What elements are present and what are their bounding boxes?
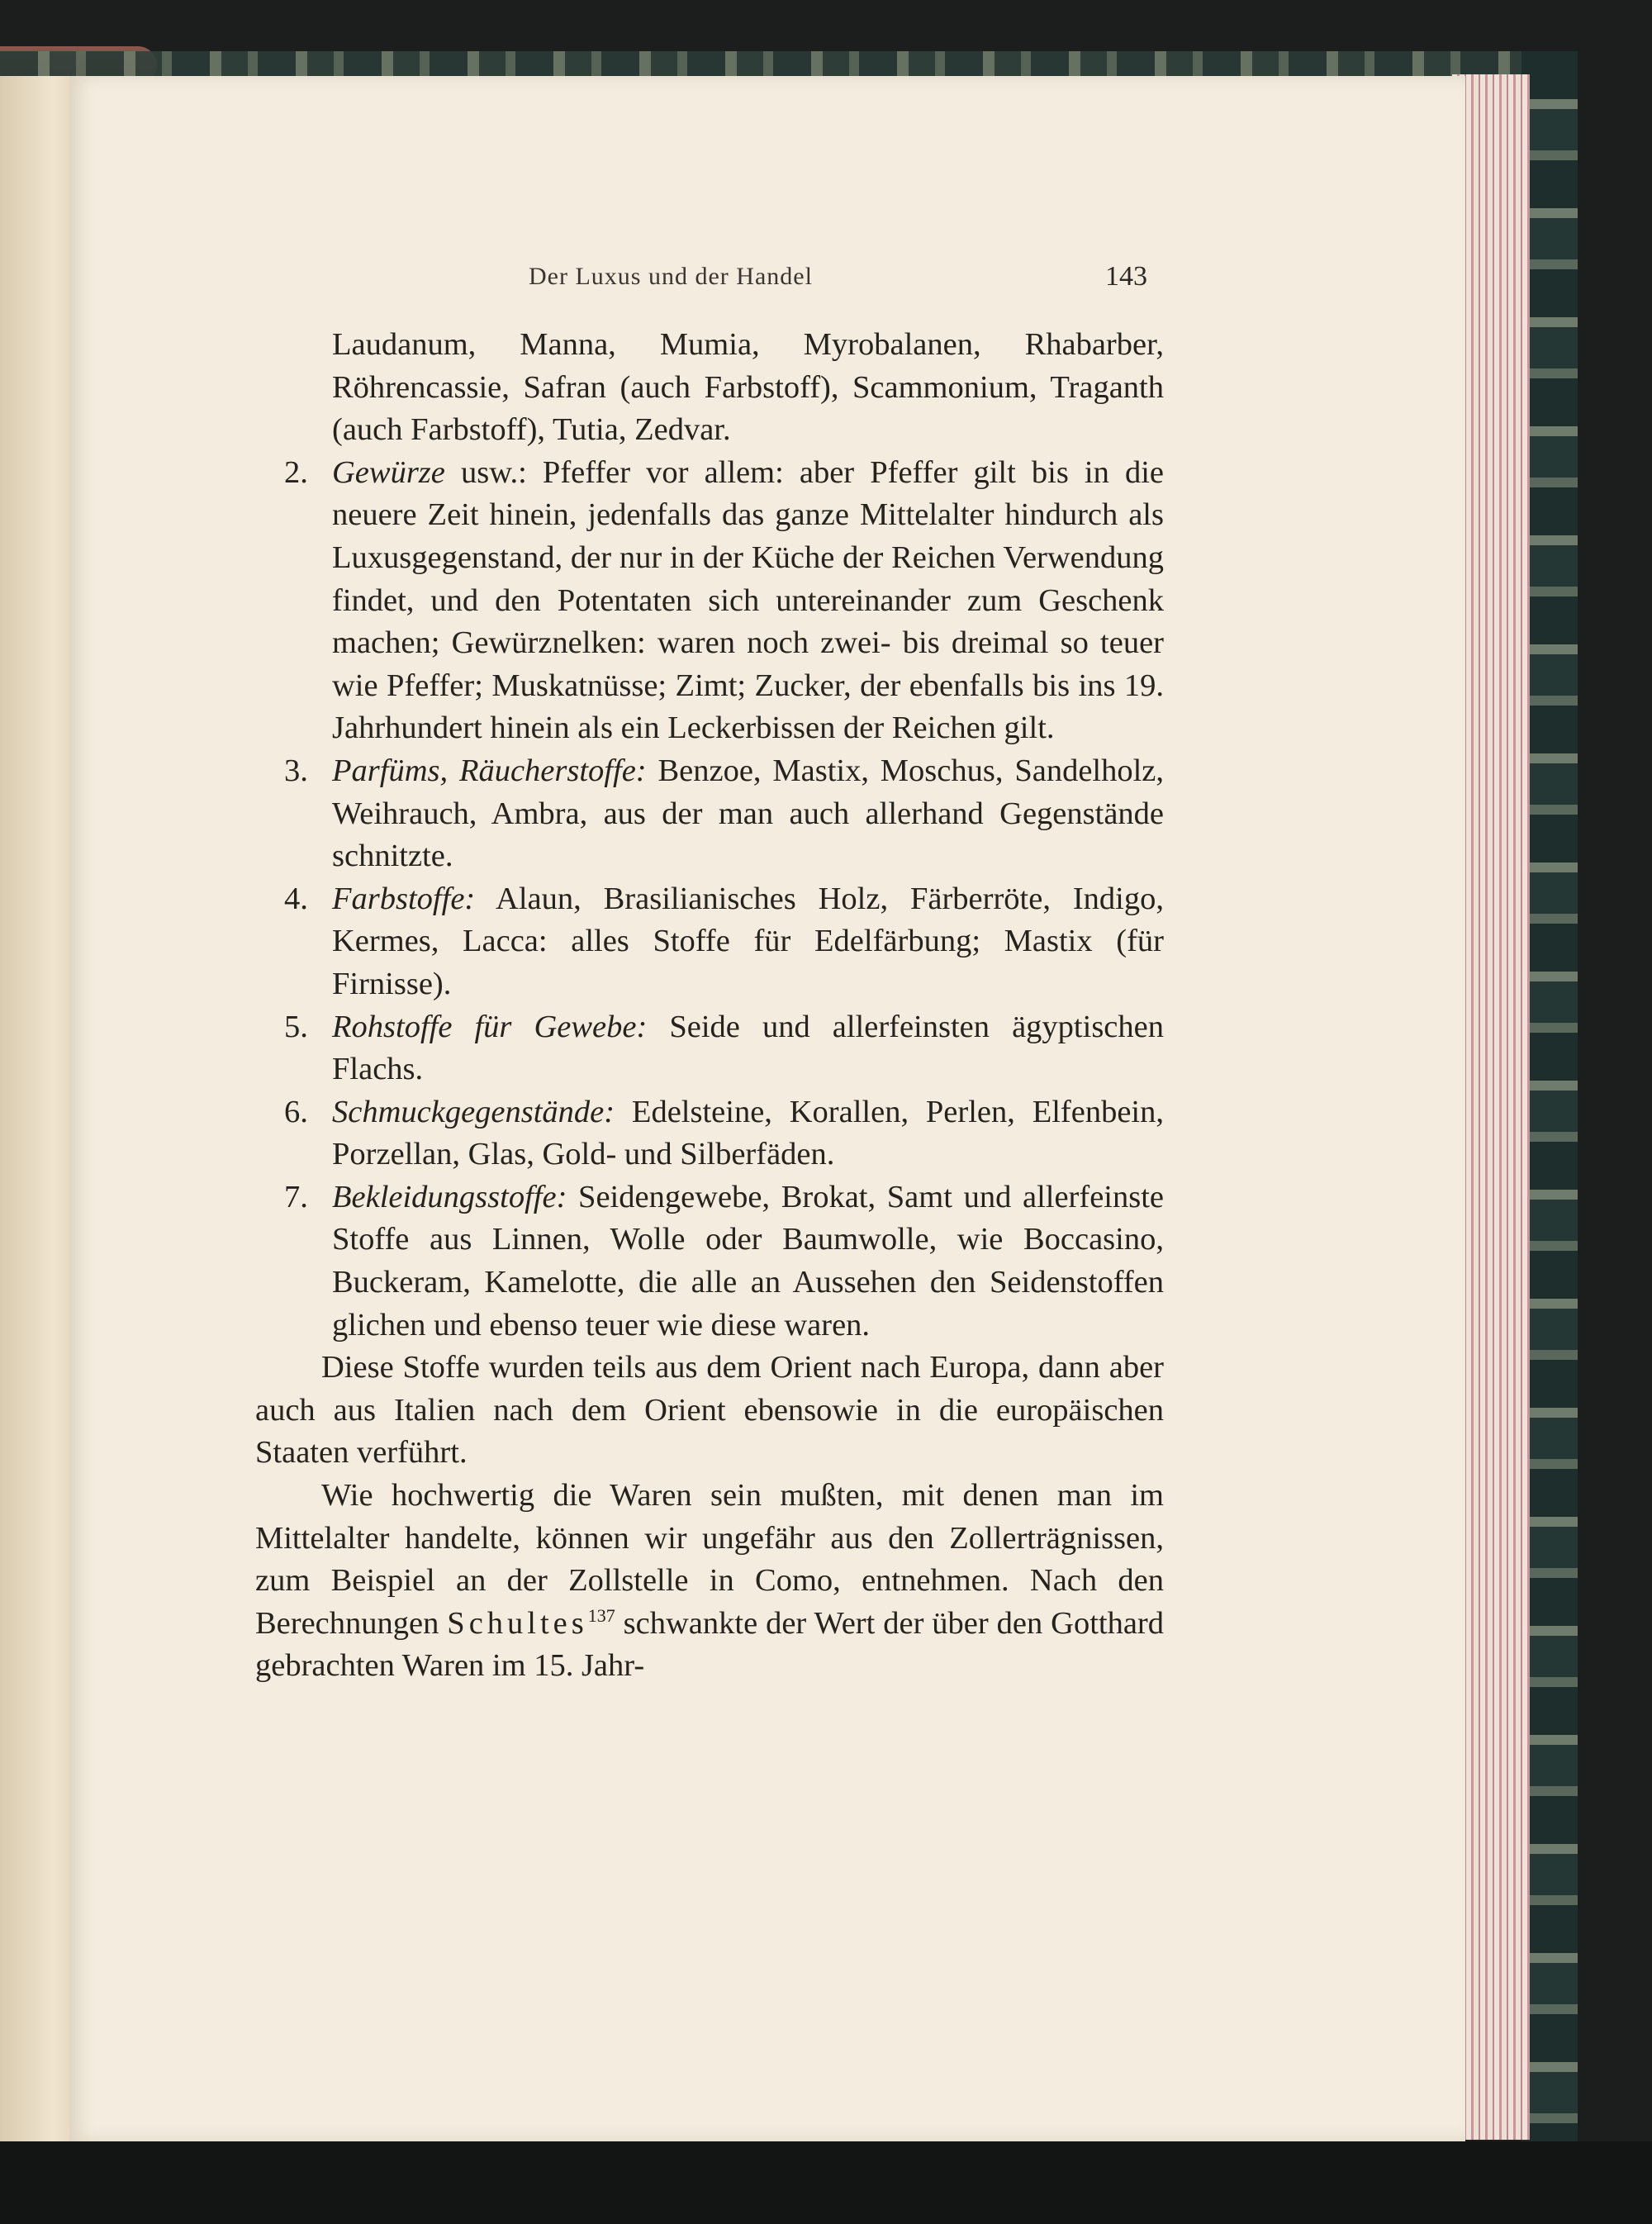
goods-list [255, 452, 1164, 1347]
list-continuation: Laudanum, Manna, Mumia, Myrobalanen, Rhabarber, Röhrencassie, Safran (auch Farbstoff), Scammonium, Traganth (auch Farbstoff), Tutia, Zedvar. [332, 327, 1164, 448]
paragraph-text: schwankte der Wert der über den Gotthard gebrachten Waren im 15. Jahr- [255, 1605, 1164, 1684]
list-item [284, 1091, 1164, 1176]
body-text [255, 324, 1164, 1688]
author-name: Schultes [447, 1605, 588, 1641]
page-number: 143 [1105, 261, 1147, 292]
list-item-text: usw.: Pfeffer vor allem: aber Pfeffer gilt bis in die neuere Zeit hinein, jedenfalls das ganze Mittelalter hindurch als Luxusgegenstand, der nur in der Küche der Reichen Verwendung findet, und den Potentaten sich untereinander zum Geschenk machen; Gewürznelken: waren noch zwei- bis dreimal so teuer wie Pfeffer; Muskatnüsse; Zimt; Zucker, der ebenfalls bis ins 19. Jahrhundert hinein als ein Leckerbissen der Reichen gilt. [332, 454, 1164, 746]
cover-edge-bottom [0, 2141, 1652, 2224]
running-head-title: Der Luxus und der Handel [529, 263, 813, 290]
list-item [284, 452, 1164, 750]
list-item-label: Gewürze [332, 454, 445, 490]
paragraph-text: Wie hochwertig die Waren sein mußten, mit denen man im Mittelalter handelte, können wir ungefähr aus den Zollerträgnissen, zum Beispiel an der Zollstelle in Como, entnehmen. Nach den Berechnungen [255, 1478, 1164, 1641]
list-item-text: Edelsteine, Korallen, Perlen, Elfenbein, Porzellan, Glas, Gold- und Silberfäden. [332, 1094, 1164, 1172]
list-item-number: 4. [284, 881, 308, 916]
running-head [0, 263, 1652, 304]
list-item [284, 750, 1165, 878]
list-item [284, 1176, 1164, 1347]
list-item-text: Seidengewebe, Brokat, Samt und allerfeinste Stoffe aus Linnen, Wolle oder Baumwolle, wie Boccasino, Buckeram, Kamelotte, die alle an Aussehen den Seidenstoffen glichen und ebenso teuer wie diese waren. [332, 1179, 1164, 1342]
footnote-ref[interactable]: 137 [587, 1604, 615, 1626]
list-item-label: Bekleidungsstoffe: [332, 1179, 567, 1214]
list-item-text: Alaun, Brasilianisches Holz, Färberröte, Indigo, Kermes, Lacca: alles Stoffe für Edelfärbung; Mastix (für Firnisse). [332, 881, 1164, 1001]
facing-page-edge [0, 76, 76, 2158]
list-item [284, 878, 1164, 1006]
paragraph [255, 1475, 1164, 1688]
list-item [284, 1006, 1164, 1091]
list-item-text: Seide und allerfeinsten ägyptischen Flachs. [332, 1009, 1164, 1087]
list-item-label: Schmuckgegenstände: [332, 1094, 615, 1129]
list-item-label: Rohstoffe für Gewebe: [332, 1009, 648, 1044]
list-item-number: 5. [284, 1009, 308, 1044]
list-item-label: Parfüms, Räucherstoffe: [332, 753, 647, 788]
list-item-label: Farbstoffe: [332, 881, 476, 916]
list-item-number: 6. [284, 1094, 308, 1129]
cover-edge-right [1521, 51, 1578, 2166]
list-item-number: 2. [284, 454, 308, 490]
list-item-number: 7. [284, 1179, 308, 1214]
paragraph: Diese Stoffe wurden teils aus dem Orient nach Europa, dann aber auch aus Italien nach dem Orient ebensowie in die europäischen Staaten verführt. [255, 1350, 1164, 1471]
list-item-number: 3. [284, 753, 308, 788]
list-item-text: Benzoe, Mastix, Moschus, Sandelholz, Weihrauch, Ambra, aus der man auch allerhand Gegenstände schnitzte. [332, 753, 1165, 874]
